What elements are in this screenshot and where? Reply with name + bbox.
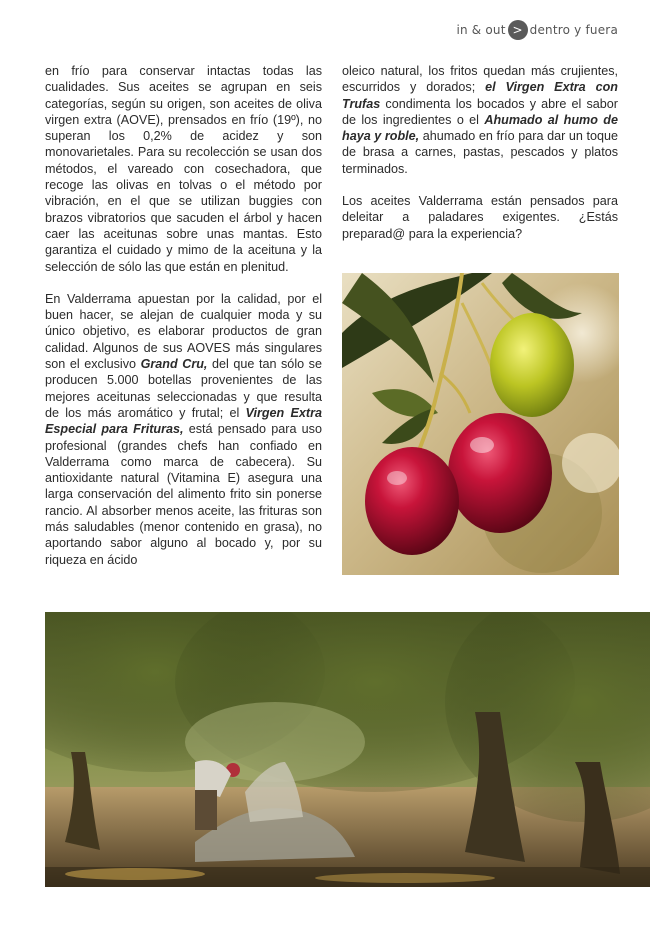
paragraph: Los aceites Valderrama están pensados para deleitar a paladares exigentes. ¿Estás preparad@ para la experiencia? <box>342 194 618 241</box>
section-header <box>456 20 618 40</box>
olives-photo <box>342 273 619 575</box>
section-label-in-out: in & out <box>456 23 506 37</box>
product-name-grand-cru: Grand Cru, <box>140 357 208 372</box>
product-name-frituras: Virgen Extra Especial para Frituras, <box>45 405 323 437</box>
olive-grove-photo <box>45 612 650 887</box>
paragraph: En Valderrama apuestan por la calidad, por el buen hacer, se alejan de cualquier moda y su único objetivo, es elaborar productos de gran calidad. Algunos de sus AOVES más singulares son el exclusivo Grand Cru, del que tan sólo se producen 5.000 botellas provenientes de las mejores aceitunas seleccionadas y que resulta de los más aromático y frutal; el Virgen Extra Especial para Frituras, está pensado para uso profesional (grandes chefs han confiado en Valderrama como marca de cabecera). Su antioxidante natural (Vitamina E) asegura una larga conservación del alimento frito sin ponerse rancio. Al absorber menos aceite, las frituras son más saludables (menor contenido en grasa), no aportando sabor alguno al bocado y, por su riqueza en ácido <box>45 291 323 567</box>
product-name-trufas: el Virgen Extra con Trufas <box>342 80 618 111</box>
product-name-ahumado: Ahumado al humo de haya y roble, <box>342 112 618 144</box>
paragraph: en frío para conservar intactas todas las cualidades. Sus aceites se agrupan en seis categorías, según su origen, son aceites de oliva virgen extra (AOVE), prensados en frío (19º), no superan los 0,2% de acidez y son monovarietales. Para su recolección se usan dos métodos, el vareado con cosechadora, que recoge las olivas en tolvas o el método por vibración, en el que se utilizan buggies con brazos vibratorios que sacuden el árbol y hacen caer las aceitunas sobre unas mantas. Esto garantiza el cuidado y mimo de la aceituna y la selección de sólo las que están en plenitud. <box>45 64 322 274</box>
article-column-left <box>45 63 322 584</box>
section-label-dentro-y-fuera: dentro y fuera <box>529 23 618 37</box>
chevron-right-icon: > <box>508 20 528 40</box>
article-column-right <box>342 63 618 258</box>
paragraph: oleico natural, los fritos quedan más crujientes, escurridos y dorados; el Virgen Extra con Trufas condimenta los bocados y abre el sabor de los ingredientes o el Ahumado al humo de haya y roble, ahumado en frío para dar un toque de brasa a carnes, pastas, pescados y platos terminados. <box>342 64 618 176</box>
